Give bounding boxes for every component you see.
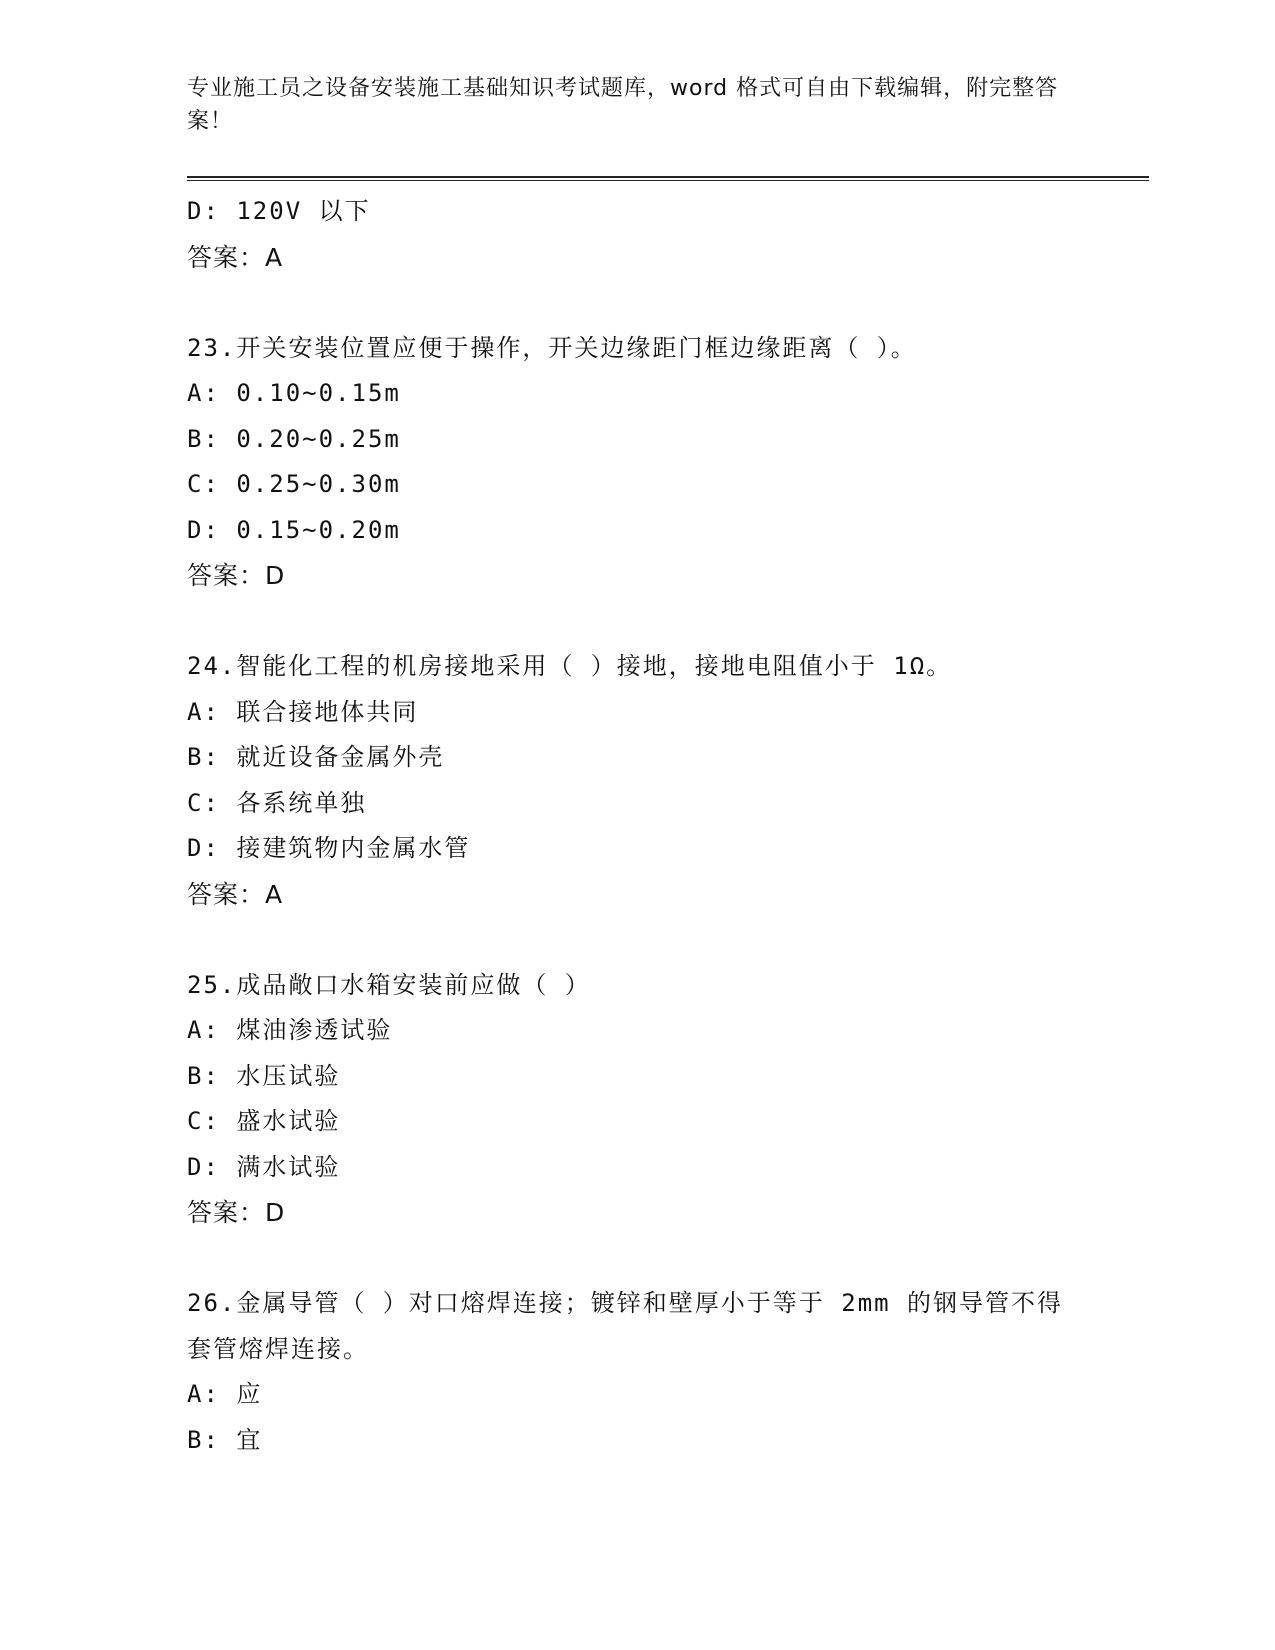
answer-line: 答案：D [187,561,286,590]
option-b: B: 水压试验 [187,1061,341,1090]
option-a: A: 应 [187,1380,263,1408]
option-b: B: 宜 [187,1425,263,1454]
document-body [187,189,1087,1463]
question-stem: 26.金属导管（ ）对口熔焊连接；镀锌和壁厚小于等于 2mm 的钢导管不得套管熔焊连接。 [187,1289,1064,1363]
option-d: D: 120V 以下 [187,197,371,225]
question-24 [187,644,1087,917]
question-fragment [187,189,1087,280]
question-stem: 24.智能化工程的机房接地采用（ ）接地，接地电阻值小于 1Ω。 [187,652,953,680]
option-d: D: 接建筑物内金属水管 [187,834,471,862]
option-b: B: 0.20~0.25m [187,424,401,453]
answer-line: 答案：A [187,879,284,909]
spacer [187,1236,1087,1282]
header-divider [187,176,1149,181]
question-stem: 25.成品敞口水箱安装前应做（ ） [187,970,591,999]
option-a: A: 煤油渗透试验 [187,1016,393,1044]
option-a: A: 联合接地体共同 [187,697,419,726]
spacer [187,917,1087,963]
question-23 [187,326,1087,599]
question-25 [187,963,1087,1236]
question-stem: 23.开关安装位置应便于操作，开关边缘距门框边缘距离（ ）。 [187,333,917,362]
spacer [187,599,1087,645]
option-c: C: 0.25~0.30m [187,470,401,498]
question-26 [187,1281,1087,1463]
spacer [187,280,1087,326]
answer-line: 答案：A [187,242,284,272]
answer-line: 答案：D [187,1198,286,1227]
option-c: C: 盛水试验 [187,1107,341,1135]
page-header: 专业施工员之设备安装施工基础知识考试题库，word 格式可自由下载编辑，附完整答案！ [187,76,1059,134]
option-d: D: 0.15~0.20m [187,515,401,544]
option-c: C: 各系统单独 [187,788,367,817]
option-a: A: 0.10~0.15m [187,379,401,407]
option-b: B: 就近设备金属外壳 [187,743,445,771]
option-d: D: 满水试验 [187,1152,341,1181]
